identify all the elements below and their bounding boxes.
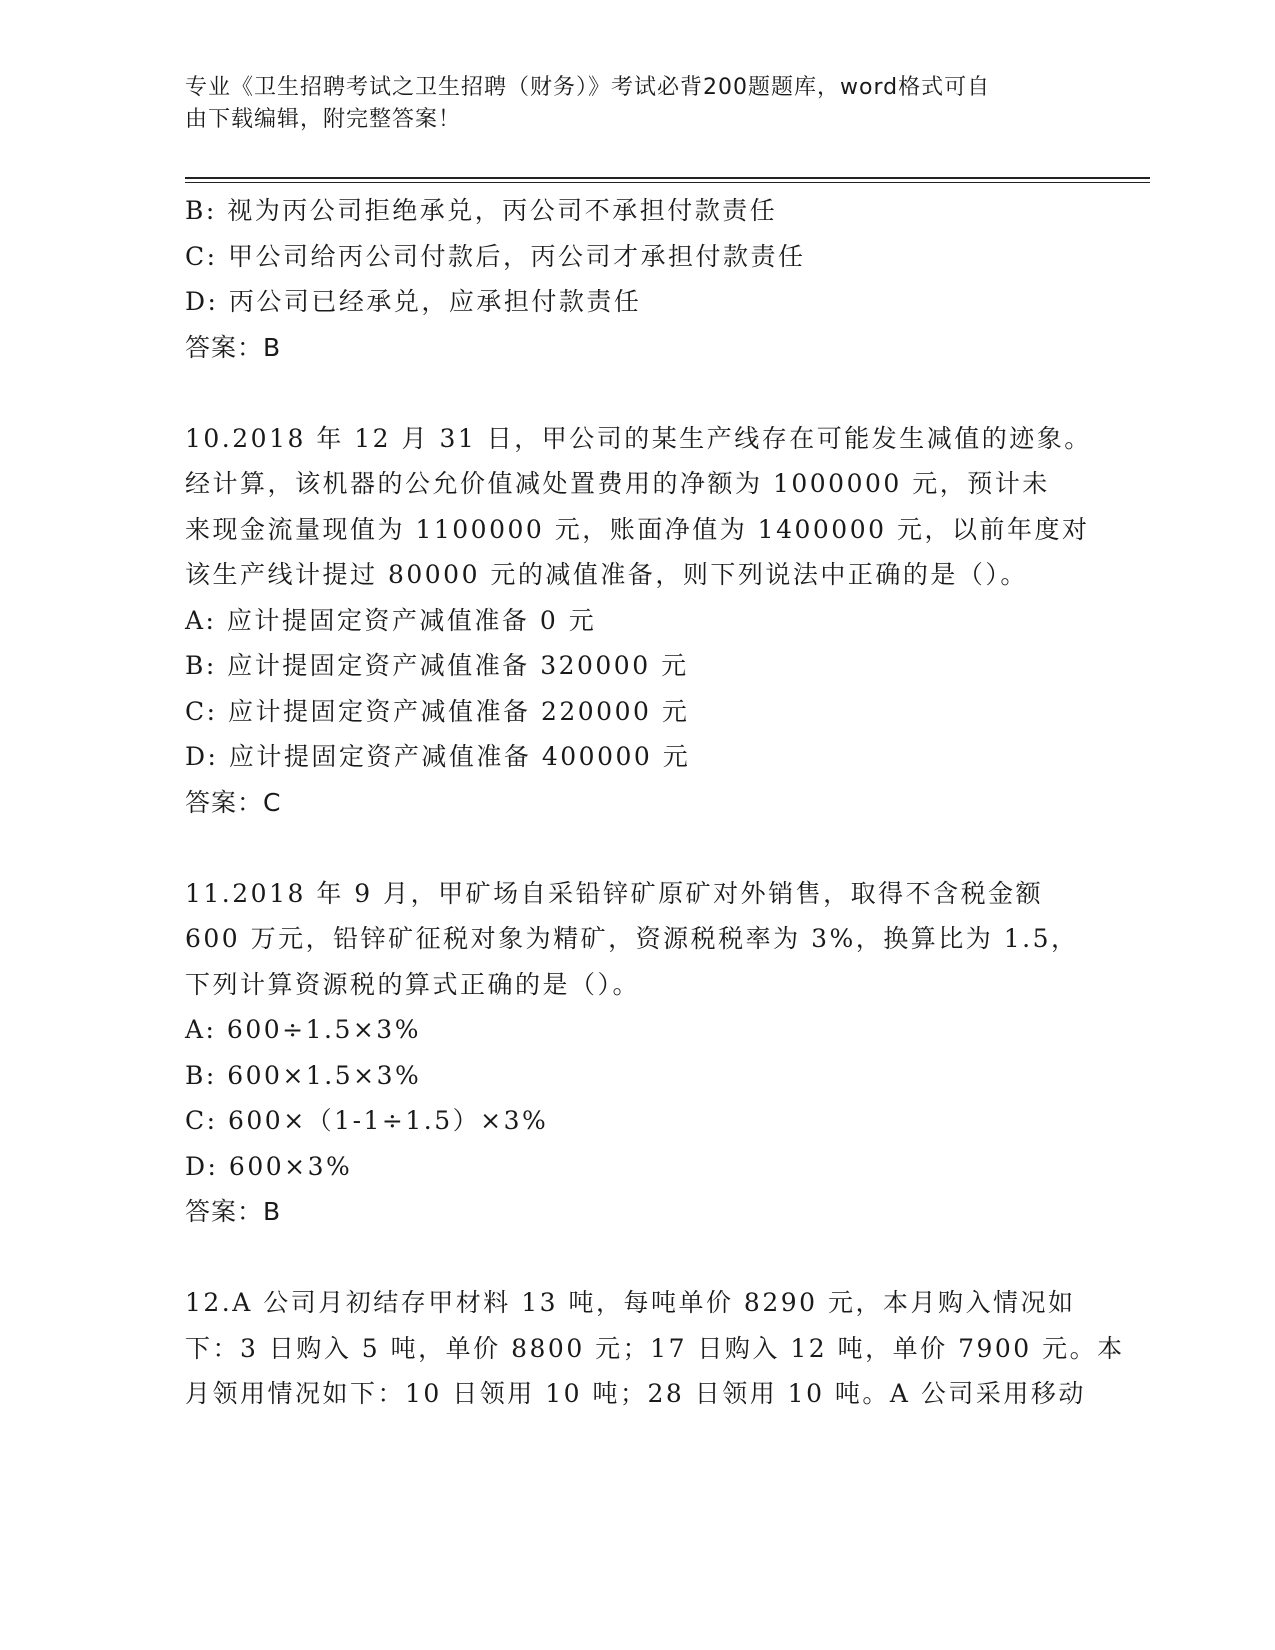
- document-header: [185, 72, 1085, 136]
- document-body: [185, 188, 1125, 1417]
- question-12: [185, 1280, 1125, 1417]
- header-divider-thin: [185, 182, 1150, 183]
- q10-stem-line: 经计算，该机器的公允价值减处置费用的净额为 1000000 元，预计未: [185, 469, 1050, 498]
- header-line-2: 由下载编辑，附完整答案！: [185, 107, 462, 132]
- q9-option-c: C: 甲公司给丙公司付款后，丙公司才承担付款责任: [185, 241, 806, 271]
- q12-stem-line: 12.A 公司月初结存甲材料 13 吨，每吨单价 8290 元，本月购入情况如: [185, 1288, 1076, 1317]
- q11-option-c: C: 600×（1-1÷1.5）×3%: [185, 1106, 549, 1135]
- q11-stem-line: 下列计算资源税的算式正确的是（）。: [185, 969, 641, 999]
- q11-option-a: A: 600÷1.5×3%: [185, 1015, 421, 1044]
- q11-answer: 答案：B: [185, 1197, 282, 1226]
- question-10: [185, 416, 1092, 826]
- q10-answer: 答案：C: [185, 787, 282, 817]
- q10-option-d: D: 应计提固定资产减值准备 400000 元: [185, 742, 691, 771]
- q10-stem-line: 10.2018 年 12 月 31 日，甲公司的某生产线存在可能发生减值的迹象。: [185, 423, 1092, 453]
- q12-stem-line: 下：3 日购入 5 吨，单价 8800 元；17 日购入 12 吨，单价 7900 元。本: [185, 1333, 1125, 1363]
- q9-option-b: B: 视为丙公司拒绝承兑，丙公司不承担付款责任: [185, 196, 778, 225]
- q11-stem-line: 11.2018 年 9 月，甲矿场自采铅锌矿原矿对外销售，取得不含税金额: [185, 878, 1044, 908]
- q11-option-d: D: 600×3%: [185, 1151, 353, 1181]
- spacer: [185, 825, 1085, 871]
- header-divider-thick: [185, 177, 1150, 179]
- q11-stem-line: 600 万元，铅锌矿征税对象为精矿，资源税税率为 3%，换算比为 1.5，: [185, 924, 1079, 953]
- q10-option-b: B: 应计提固定资产减值准备 320000 元: [185, 651, 689, 680]
- q9-option-d: D: 丙公司已经承兑，应承担付款责任: [185, 287, 642, 316]
- q10-stem-line: 来现金流量现值为 1100000 元，账面净值为 1400000 元，以前年度对: [185, 514, 1090, 544]
- spacer: [185, 370, 1085, 416]
- question-9: [185, 188, 1085, 370]
- q9-answer: 答案：B: [185, 332, 282, 362]
- q12-stem-line: 月领用情况如下：10 日领用 10 吨；28 日领用 10 吨。A 公司采用移动: [185, 1379, 1086, 1408]
- header-line-1: 专业《卫生招聘考试之卫生招聘（财务）》考试必背200题题库，word格式可自: [185, 75, 991, 100]
- q10-option-a: A: 应计提固定资产减值准备 0 元: [185, 605, 597, 635]
- q10-option-c: C: 应计提固定资产减值准备 220000 元: [185, 696, 690, 726]
- question-11: [185, 871, 1085, 1235]
- q10-stem-line: 该生产线计提过 80000 元的减值准备，则下列说法中正确的是（）。: [185, 560, 1028, 589]
- spacer: [185, 1235, 1085, 1281]
- q11-option-b: B: 600×1.5×3%: [185, 1060, 422, 1090]
